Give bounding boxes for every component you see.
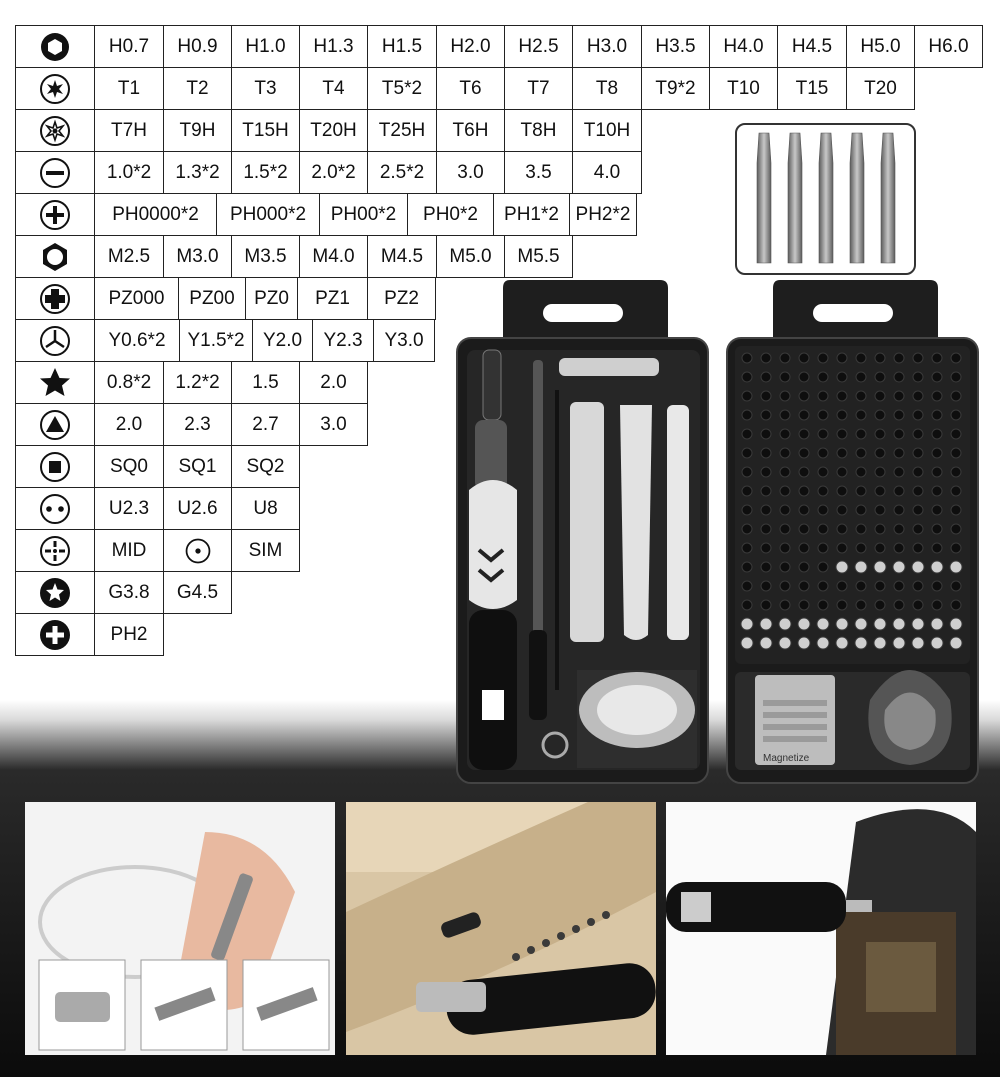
size-cell: SQ2	[231, 445, 300, 488]
size-cell: T15H	[231, 109, 300, 152]
size-cell: MID	[94, 529, 164, 572]
size-cell: PH1*2	[493, 193, 570, 236]
tri-wing-icon	[15, 319, 95, 362]
size-cell: 4.0	[572, 151, 642, 194]
size-cell: H5.0	[846, 25, 915, 68]
size-cell: T9*2	[641, 67, 710, 110]
size-cell: H4.0	[709, 25, 778, 68]
square-icon	[15, 445, 95, 488]
size-cell: H1.0	[231, 25, 300, 68]
torx-icon	[15, 67, 95, 110]
size-cell: Y2.3	[312, 319, 374, 362]
size-cell: T6H	[436, 109, 505, 152]
hex-nut-icon	[15, 235, 95, 278]
size-cell: T3	[231, 67, 300, 110]
right-case	[725, 280, 980, 785]
circle-dot-icon	[163, 529, 232, 572]
size-cell: PZ00	[178, 277, 246, 320]
size-cell: PH2	[94, 613, 164, 656]
size-cell: T20	[846, 67, 915, 110]
size-cell: 1.5	[231, 361, 300, 404]
size-cell: PH2*2	[569, 193, 637, 236]
size-cell: T10	[709, 67, 778, 110]
size-cell: Y1.5*2	[179, 319, 253, 362]
size-cell: 1.5*2	[231, 151, 300, 194]
size-cell: T25H	[367, 109, 437, 152]
size-cell: PZ000	[94, 277, 179, 320]
size-cell: Y3.0	[373, 319, 435, 362]
mid-cross-icon	[15, 529, 95, 572]
size-cell: Y2.0	[252, 319, 313, 362]
size-cell: H4.5	[777, 25, 847, 68]
size-cell: 1.3*2	[163, 151, 232, 194]
size-cell: H0.9	[163, 25, 232, 68]
size-cell: U2.6	[163, 487, 232, 530]
size-cell: 1.0*2	[94, 151, 164, 194]
size-cell: H3.0	[572, 25, 642, 68]
size-cell: 2.3	[163, 403, 232, 446]
pozidriv-icon	[15, 277, 95, 320]
left-case	[455, 280, 710, 785]
photo-phone-repair	[346, 802, 656, 1055]
size-cell: PZ1	[297, 277, 368, 320]
photo-camera-repair	[666, 802, 976, 1055]
hex-socket-icon	[15, 25, 95, 68]
size-cell: T15	[777, 67, 847, 110]
size-cell: PH000*2	[216, 193, 320, 236]
size-cell: 1.2*2	[163, 361, 232, 404]
size-cell: M4.0	[299, 235, 368, 278]
size-cell: 2.0	[94, 403, 164, 446]
gear-star-icon	[15, 571, 95, 614]
u-shape-icon	[15, 487, 95, 530]
slotted-icon	[15, 151, 95, 194]
size-cell: PH0*2	[407, 193, 494, 236]
size-cell: PH00*2	[319, 193, 408, 236]
size-cell: 3.5	[504, 151, 573, 194]
size-cell: PZ0	[245, 277, 298, 320]
triangle-icon	[15, 403, 95, 446]
pentalobe-icon	[15, 361, 95, 404]
size-cell: G4.5	[163, 571, 232, 614]
size-cell: 0.8*2	[94, 361, 164, 404]
size-cell: H6.0	[914, 25, 983, 68]
size-cell: T9H	[163, 109, 232, 152]
size-cell: T8H	[504, 109, 573, 152]
size-cell: 2.7	[231, 403, 300, 446]
size-cell: H2.0	[436, 25, 505, 68]
size-cell: T7	[504, 67, 573, 110]
size-cell: M3.0	[163, 235, 232, 278]
size-cell: M3.5	[231, 235, 300, 278]
size-cell: T20H	[299, 109, 368, 152]
size-cell: 3.0	[299, 403, 368, 446]
size-cell: T6	[436, 67, 505, 110]
size-cell: T4	[299, 67, 368, 110]
size-cell: SQ1	[163, 445, 232, 488]
bit-sample-box	[735, 123, 916, 275]
size-cell: 2.0	[299, 361, 368, 404]
photo-glasses-repair	[25, 802, 335, 1055]
size-cell: SQ0	[94, 445, 164, 488]
size-cell: Y0.6*2	[94, 319, 180, 362]
size-cell: M2.5	[94, 235, 164, 278]
phillips-icon	[15, 193, 95, 236]
size-cell: H1.5	[367, 25, 437, 68]
magnetize-label: Magnetize	[763, 753, 810, 764]
size-cell: T10H	[572, 109, 642, 152]
size-cell: PH0000*2	[94, 193, 217, 236]
size-cell: T1	[94, 67, 164, 110]
size-cell: G3.8	[94, 571, 164, 614]
size-cell: U2.3	[94, 487, 164, 530]
size-cell: U8	[231, 487, 300, 530]
size-cell: M4.5	[367, 235, 437, 278]
size-cell: H1.3	[299, 25, 368, 68]
size-cell: M5.5	[504, 235, 573, 278]
phillips-circle-icon	[15, 613, 95, 656]
size-cell: 2.5*2	[367, 151, 437, 194]
bits-image	[737, 125, 914, 273]
size-cell: M5.0	[436, 235, 505, 278]
torx-hole-icon	[15, 109, 95, 152]
size-cell: T2	[163, 67, 232, 110]
size-cell: H0.7	[94, 25, 164, 68]
size-cell: T8	[572, 67, 642, 110]
size-cell: H3.5	[641, 25, 710, 68]
size-cell: T5*2	[367, 67, 437, 110]
size-cell: SIM	[231, 529, 300, 572]
size-cell: T7H	[94, 109, 164, 152]
size-cell: H2.5	[504, 25, 573, 68]
size-cell: PZ2	[367, 277, 436, 320]
size-cell: 2.0*2	[299, 151, 368, 194]
size-cell: 3.0	[436, 151, 505, 194]
